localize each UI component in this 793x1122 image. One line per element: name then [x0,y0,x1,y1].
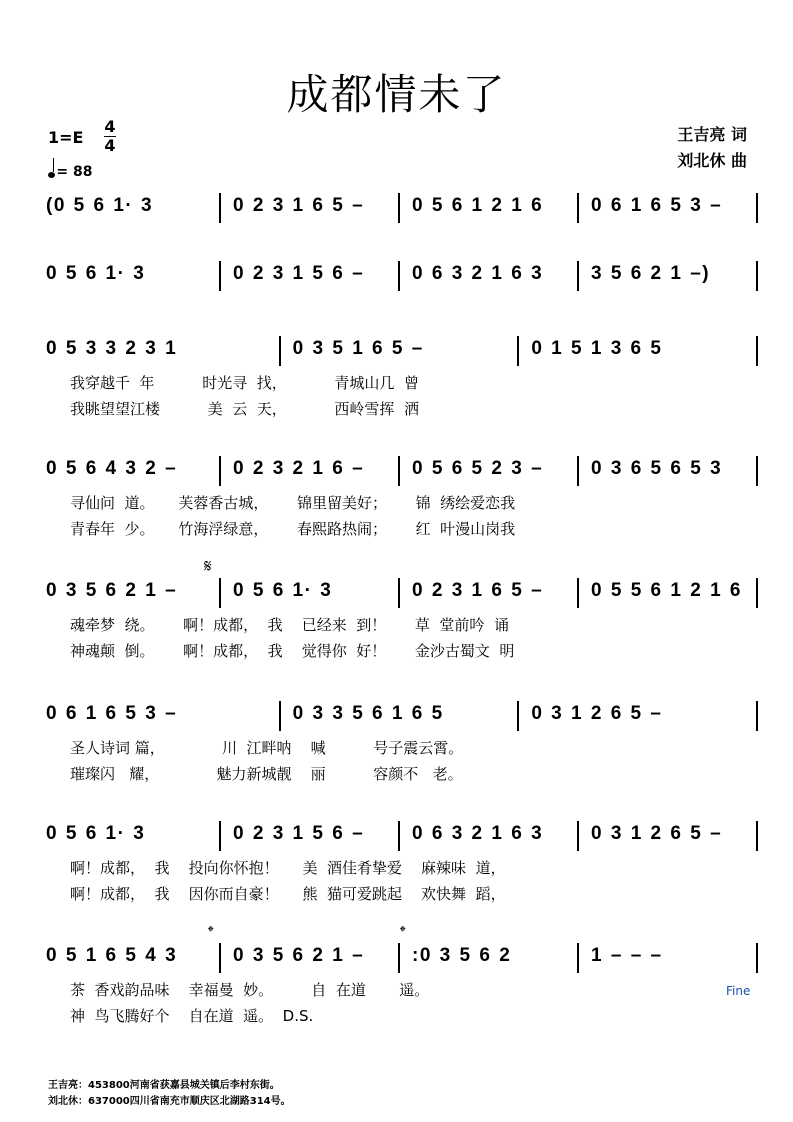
measure: 0 5 3 3 2 3 1 [46,338,178,359]
measure: :0 3 5 6 2 [412,945,512,966]
bar-line [398,821,400,851]
measure: 0 5 6 5 2 3 – [412,458,544,479]
measure: 0 6 3 2 1 6 3 [412,823,544,844]
measure: 0 3 1 2 6 5 – [591,823,723,844]
key-signature: 1=E [48,128,84,147]
bar-line [219,456,221,486]
measure: 0 5 6 1· 3 [46,823,146,844]
bar-line [577,821,579,851]
bar-line [219,578,221,608]
measure: 0 5 1 6 5 4 3 [46,945,178,966]
bar-line [219,193,221,223]
measure: 0 2 3 2 1 6 – [233,458,365,479]
notation-line-4 [40,458,756,484]
lyrics-line-8-1: 茶 香戏韵品味 幸福曼 妙。 自 在道 遥。 [70,981,430,999]
bar-line [398,943,400,973]
measure: 0 3 5 6 2 1 – [233,945,365,966]
lyrics-line-5-2: 神魂颠 倒。 啊！成都， 我 觉得你 好！ 金沙古蜀文 明 [70,642,515,660]
bar-line [577,193,579,223]
bar-line [279,701,281,731]
lyrics-line-4-2: 青春年 少。 竹海浮绿意， 春熙路热闹； 红 叶漫山岗我 [70,520,516,538]
tempo-marking [48,162,92,180]
notation-line-5 [40,580,756,606]
measure: 0 6 3 2 1 6 3 [412,263,544,284]
measure: 0 5 6 1 2 1 6 [412,195,544,216]
bar-line [398,578,400,608]
measure: 3 5 6 2 1 –) [591,263,711,284]
bar-line [219,821,221,851]
bar-line [517,336,519,366]
meter-bottom: 4 [104,136,116,155]
bar-line [398,193,400,223]
notation-line-8 [40,945,756,971]
lyrics-line-3-1: 我穿越千 年 时光寻 找， 青城山几 曾 [70,374,419,392]
bar-line [577,261,579,291]
notation-line-3 [40,338,756,364]
lyrics-line-7-1: 啊！成都， 我 投向你怀抱！ 美 酒佳肴挚爱 麻辣味 道， [70,859,506,877]
quarter-note-icon [48,172,55,178]
measure: 0 2 3 1 6 5 – [412,580,544,601]
fine-label: Fine [726,984,751,998]
meter-top: 4 [104,117,116,136]
measure: 0 5 6 1· 3 [46,263,146,284]
page-title: 成都情未了 [286,70,507,119]
time-signature [104,118,116,155]
bar-line [756,821,758,851]
bar-line [279,336,281,366]
lyrics-line-3-2: 我眺望望江楼 美 云 天， 西岭雪挥 洒 [70,400,419,418]
tempo-value: = 88 [56,164,93,180]
composer-credit: 刘北休 曲 [677,151,747,170]
bar-line [577,578,579,608]
lyrics-line-7-2: 啊！成都， 我 因你而自豪！ 熊 猫可爱跳起 欢快舞 蹈， [70,885,506,903]
measure: 0 1 5 1 3 6 5 [531,338,663,359]
footer-address-lyricist: 王吉亮：453800河南省获嘉县城关镇后李村东街。 [48,1080,280,1091]
lyrics-line-5-1: 魂牵梦 绕。 啊！成都， 我 已经来 到！ 草 堂前吟 诵 [70,616,509,634]
footer-address-composer: 刘北休：637000四川省南充市顺庆区北湖路314号。 [48,1096,291,1107]
lyricist-credit: 王吉亮 词 [677,125,747,144]
lyrics-line-6-2: 璀璨闪 耀， 魅力新城靓 丽 容颜不 老。 [70,765,463,783]
measure: 0 2 3 1 6 5 – [233,195,365,216]
notation-line-7 [40,823,756,849]
measure: 0 3 1 2 6 5 – [531,703,663,724]
coda-icon-2: 𝄌 [400,922,406,941]
measure: 0 2 3 1 5 6 – [233,823,365,844]
bar-line [398,261,400,291]
bar-line [577,456,579,486]
segno-icon: 𝄋 [204,556,212,577]
measure: 0 5 6 1· 3 [233,580,333,601]
lyrics-line-4-1: 寻仙问 道。 芙蓉香古城， 锦里留美好； 锦 绣绘爱恋我 [70,494,516,512]
bar-line [756,261,758,291]
lyrics-line-8-2: 神 鸟飞腾好个 自在道 遥。 D.S. [70,1007,314,1025]
measure: 1 – – – [591,945,663,966]
bar-line [517,701,519,731]
coda-icon-1: 𝄌 [208,922,214,941]
bar-line [756,701,758,731]
measure: (0 5 6 1· 3 [46,195,154,216]
bar-line [756,336,758,366]
measure: 0 6 1 6 5 3 – [46,703,178,724]
notation-line-1 [40,195,756,221]
measure: 0 3 6 5 6 5 3 [591,458,723,479]
measure: 0 3 5 1 6 5 – [292,338,424,359]
bar-line [577,943,579,973]
lyrics-line-6-1: 圣人诗词 篇， 川 江畔呐 喊 号子震云霄。 [70,739,464,757]
note-stem [53,158,54,172]
bar-line [756,578,758,608]
bar-line [219,261,221,291]
bar-line [756,456,758,486]
measure: 0 5 5 6 1 2 1 6 [591,580,742,601]
notation-line-2 [40,263,756,289]
notation-line-6 [40,703,756,729]
measure: 0 6 1 6 5 3 – [591,195,723,216]
measure: 0 5 6 4 3 2 – [46,458,178,479]
bar-line [398,456,400,486]
bar-line [756,193,758,223]
measure: 0 3 5 6 2 1 – [46,580,178,601]
measure: 0 3 3 5 6 1 6 5 [292,703,444,724]
bar-line [756,943,758,973]
bar-line [219,943,221,973]
measure: 0 2 3 1 5 6 – [233,263,365,284]
